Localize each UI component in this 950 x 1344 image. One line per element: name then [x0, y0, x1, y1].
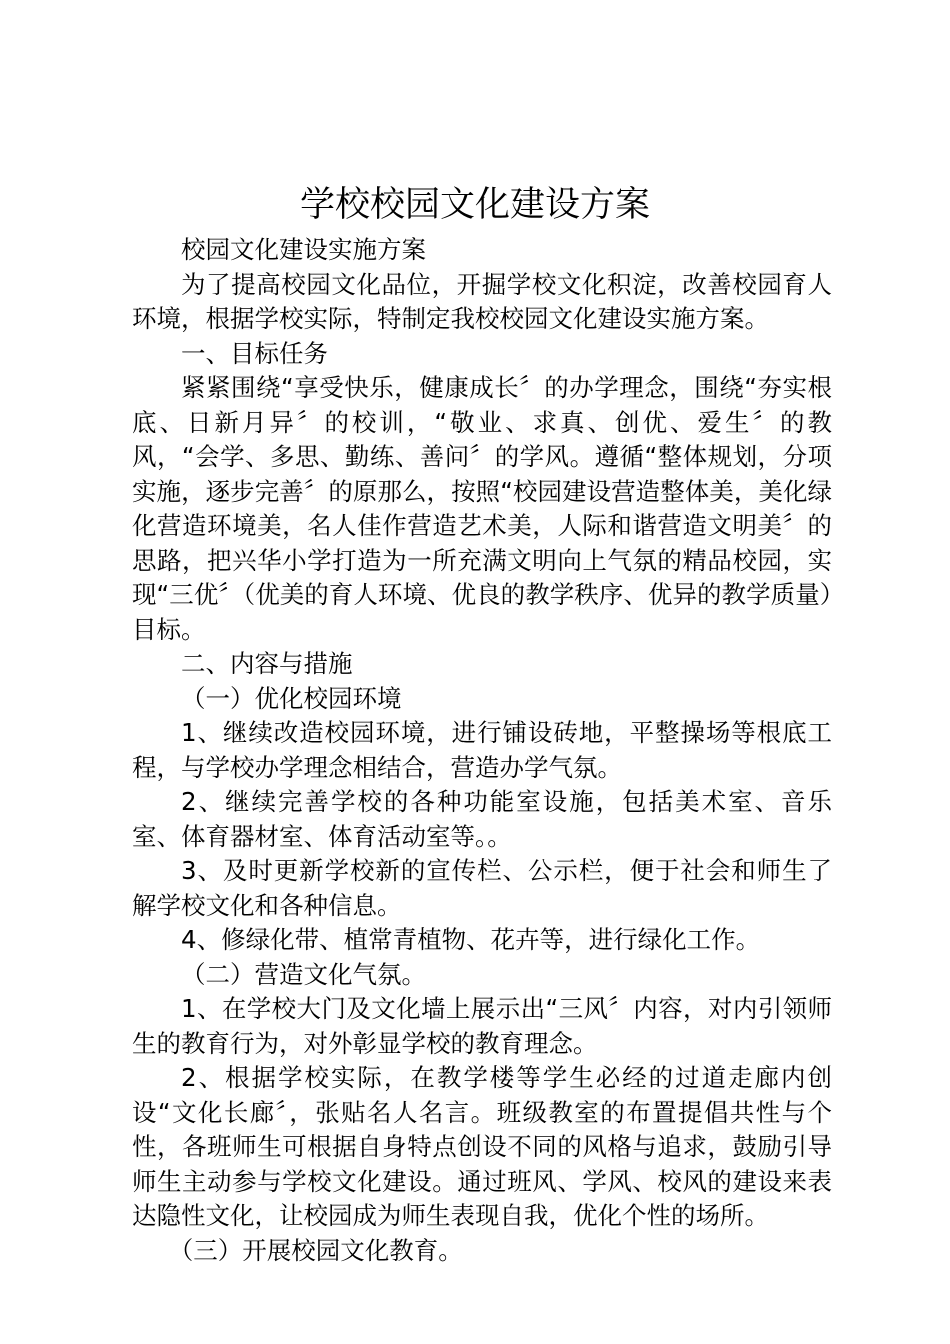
subsection-heading-environment: （一）优化校园环境 [181, 683, 402, 713]
paragraph-item-2: 2、继续完善学校的各种功能室设施，包括美术室、音乐室、体育器材室、体育活动室等。。 [132, 787, 832, 851]
paragraph-item-3: 3、及时更新学校新的宣传栏、公示栏，便于社会和师生了解学校文化和各种信息。 [132, 856, 832, 920]
document-title: 学校校园文化建设方案 [299, 185, 650, 225]
document-body [132, 233, 832, 1268]
subsection-heading-education: （三）开展校园文化教育。 [168, 1235, 463, 1265]
paragraph-intro: 为了提高校园文化品位，开掘学校文化积淀，改善校园育人环境，根据学校实际，特制定我校校园文化建设实施方案。 [132, 269, 832, 333]
paragraph-subtitle: 校园文化建设实施方案 [181, 235, 426, 264]
paragraph-atmosphere-1: 1、在学校大门及文化墙上展示出“三风〞内容，对内引领师生的教育行为，对外彰显学校的教育理念。 [132, 994, 832, 1058]
subsection-heading-atmosphere: （二）营造文化气氛。 [181, 959, 426, 989]
paragraph-goals: 紧紧围绕“享受快乐，健康成长〞的办学理念，围绕“夯实根底、日新月异〞的校训，“敬业、求真、创优、爱生〞的教风，“会学、多思、勤练、善问〞的学风。遵循“整体规划，分项实施，逐步完善〞的原那么，按照“校园建设营造整体美，美化绿化营造环境美，名人佳作营造艺术美，人际和谐营造文明美〞的思路，把兴华小学打造为一所充满文明向上气氛的精品校园，实现“三优〞（优美的育人环境、优良的教学秩序、优异的教学质量）目标。 [132, 373, 832, 644]
section-heading-measures: 二、内容与措施 [181, 649, 353, 678]
paragraph-atmosphere-2: 2、根据学校实际，在教学楼等学生必经的过道走廊内创设“文化长廊〞，张贴名人名言。班级教室的布置提倡共性与个性，各班师生可根据自身特点创设不同的风格与追求，鼓励引导师生主动参与学校文化建设。通过班风、学风、校风的建设来表达隐性文化，让校园成为师生表现自我，优化个性的场所。 [132, 1063, 832, 1230]
section-heading-goals: 一、目标任务 [181, 338, 328, 368]
paragraph-item-4: 4、修绿化带、植常青植物、花卉等，进行绿化工作。 [181, 925, 761, 954]
paragraph-item-1: 1、继续改造校园环境，进行铺设砖地，平整操场等根底工程，与学校办学理念相结合，营造办学气氛。 [132, 718, 832, 782]
